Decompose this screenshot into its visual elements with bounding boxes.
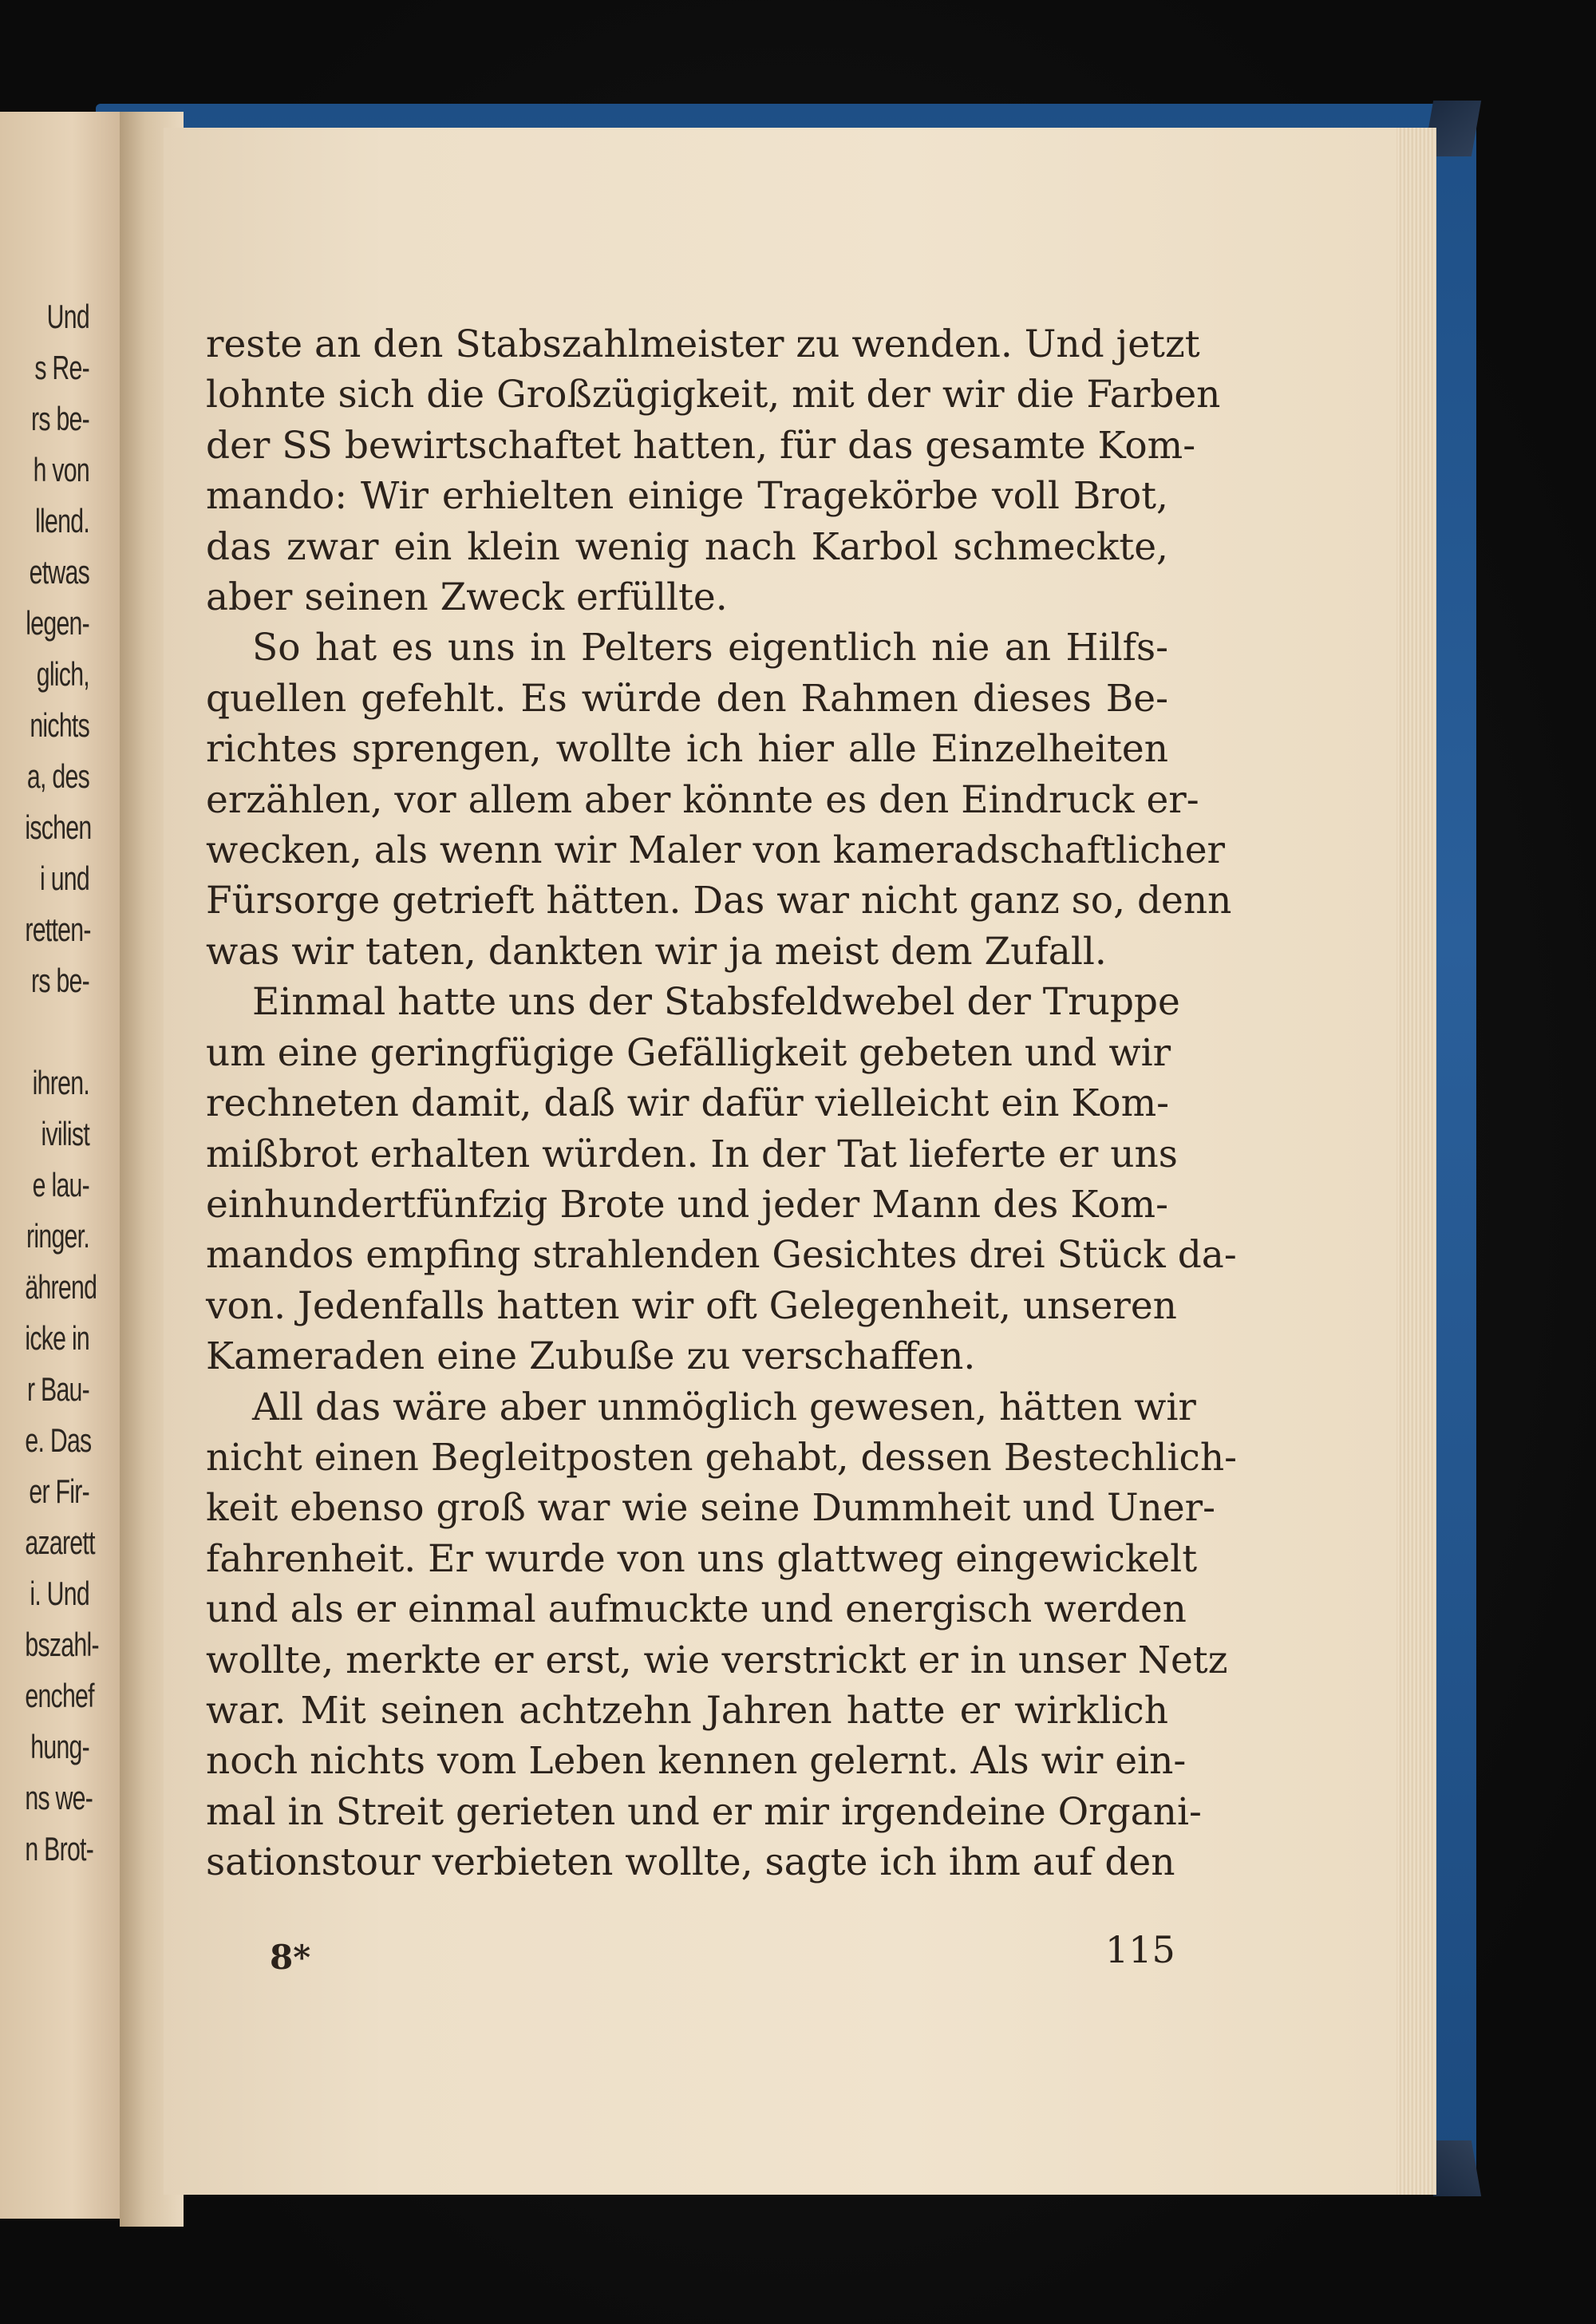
left-page-line: Und [46, 298, 89, 335]
text-line: um eine geringfügige Gefälligkeit gebeten und wir [206, 1030, 1171, 1075]
text-line: lohnte sich die Großzügigkeit, mit der wir die Farben [206, 373, 1221, 417]
left-page-line: i. Und [30, 1575, 89, 1612]
left-page-line: ringer. [26, 1217, 89, 1255]
text-line: der SS bewirtschaftet hatten, für das gesamte Kom- [206, 423, 1196, 468]
left-page-text [0, 291, 99, 1875]
left-page-line [25, 1006, 89, 1057]
left-page-line: e lau- [32, 1166, 89, 1204]
left-page-line: icke in [25, 1319, 90, 1357]
text-line: Einmal hatte uns der Stabsfeldwebel der Truppe [252, 980, 1180, 1025]
left-page-line: rs be- [31, 400, 89, 437]
left-page-line: er Fir- [29, 1472, 89, 1510]
text-line: So hat es uns in Pelters eigentlich nie an Hilfs- [252, 626, 1168, 670]
page-number: 115 [1105, 1928, 1175, 1971]
left-page-line: ivilist [41, 1115, 89, 1152]
left-page [0, 112, 132, 2219]
left-page-line: ihren. [32, 1064, 89, 1101]
text-line: richtes sprengen, wollte ich hier alle Einzelheiten [206, 727, 1168, 772]
body-text [206, 319, 1237, 1888]
left-page-line: s Re- [34, 349, 90, 386]
text-line: mandos empfing strahlenden Gesichtes drei Stück da- [206, 1233, 1237, 1278]
left-page-line: ährend [25, 1268, 97, 1306]
left-page-line: e. Das [25, 1421, 92, 1459]
text-line: wollte, merkte er erst, wie verstrickt er in unser Netz [206, 1638, 1228, 1682]
text-line: mando: Wir erhielten einige Tragekörbe voll Brot, [206, 474, 1168, 519]
left-page-line: ischen [25, 808, 92, 846]
text-line: nicht einen Begleitposten gehabt, dessen Bestechlich- [206, 1435, 1237, 1480]
text-line: All das wäre aber unmöglich gewesen, hätten wir [252, 1385, 1196, 1429]
left-page-line: retten- [25, 911, 91, 948]
text-line: das zwar ein klein wenig nach Karbol schmeckte, [206, 524, 1168, 569]
text-line: keit ebenso groß war wie seine Dummheit und Uner- [206, 1486, 1215, 1531]
text-line: von. Jedenfalls hatten wir oft Gelegenheit, unseren [206, 1283, 1177, 1328]
text-line: war. Mit seinen achtzehn Jahren hatte er wirklich [206, 1688, 1168, 1733]
text-line: und als er einmal aufmuckte und energisch werden [206, 1587, 1187, 1632]
text-line: reste an den Stabszahlmeister zu wenden. Und jetzt [206, 322, 1200, 366]
text-line: Fürsorge getrieft hätten. Das war nicht ganz so, denn [206, 879, 1232, 923]
text-line: mal in Streit gerieten und er mir irgendeine Organi- [206, 1789, 1202, 1834]
text-line: Kameraden eine Zubuße zu verschaffen. [206, 1334, 976, 1379]
left-page-line: n Brot- [25, 1830, 94, 1868]
left-page-line: etwas [29, 553, 89, 591]
left-page-line: rs be- [31, 962, 89, 999]
text-line: mißbrot erhalten würden. In der Tat lieferte er uns [206, 1132, 1178, 1176]
left-page-line: nichts [30, 706, 89, 744]
left-page-line: glich, [36, 655, 90, 693]
left-page-line: r Bau- [26, 1370, 89, 1408]
text-line: erzählen, vor allem aber könnte es den Eindruck er- [206, 777, 1199, 822]
left-page-line: hung- [30, 1728, 89, 1765]
text-line: noch nichts vom Leben kennen gelernt. Als wir ein- [206, 1739, 1187, 1784]
left-page-line: i und [40, 860, 89, 897]
signature-mark: 8* [270, 1938, 311, 1977]
left-page-line: bszahl- [25, 1626, 99, 1663]
text-line: fahrenheit. Er wurde von uns glattweg eingewickelt [206, 1536, 1198, 1581]
left-page-line: h von [33, 451, 89, 488]
text-line: was wir taten, dankten wir ja meist dem Zufall. [206, 929, 1107, 974]
left-page-line: azarett [25, 1524, 95, 1561]
left-page-line: ns we- [25, 1779, 93, 1816]
text-line: wecken, als wenn wir Maler von kameradschaftlicher [206, 828, 1225, 873]
text-line: aber seinen Zweck erfüllte. [206, 575, 728, 620]
text-line: einhundertfünfzig Brote und jeder Mann des Kom- [206, 1182, 1168, 1227]
text-line: quellen gefehlt. Es würde den Rahmen dieses Be- [206, 676, 1168, 721]
left-page-line: legen- [26, 604, 89, 642]
left-page-line: a, des [26, 757, 89, 795]
text-line: sationstour verbieten wollte, sagte ich ihm auf den [206, 1840, 1175, 1885]
text-line: rechneten damit, daß wir dafür vielleicht ein Kom- [206, 1081, 1170, 1126]
left-page-line: enchef [25, 1677, 94, 1714]
left-page-line: llend. [35, 502, 90, 540]
